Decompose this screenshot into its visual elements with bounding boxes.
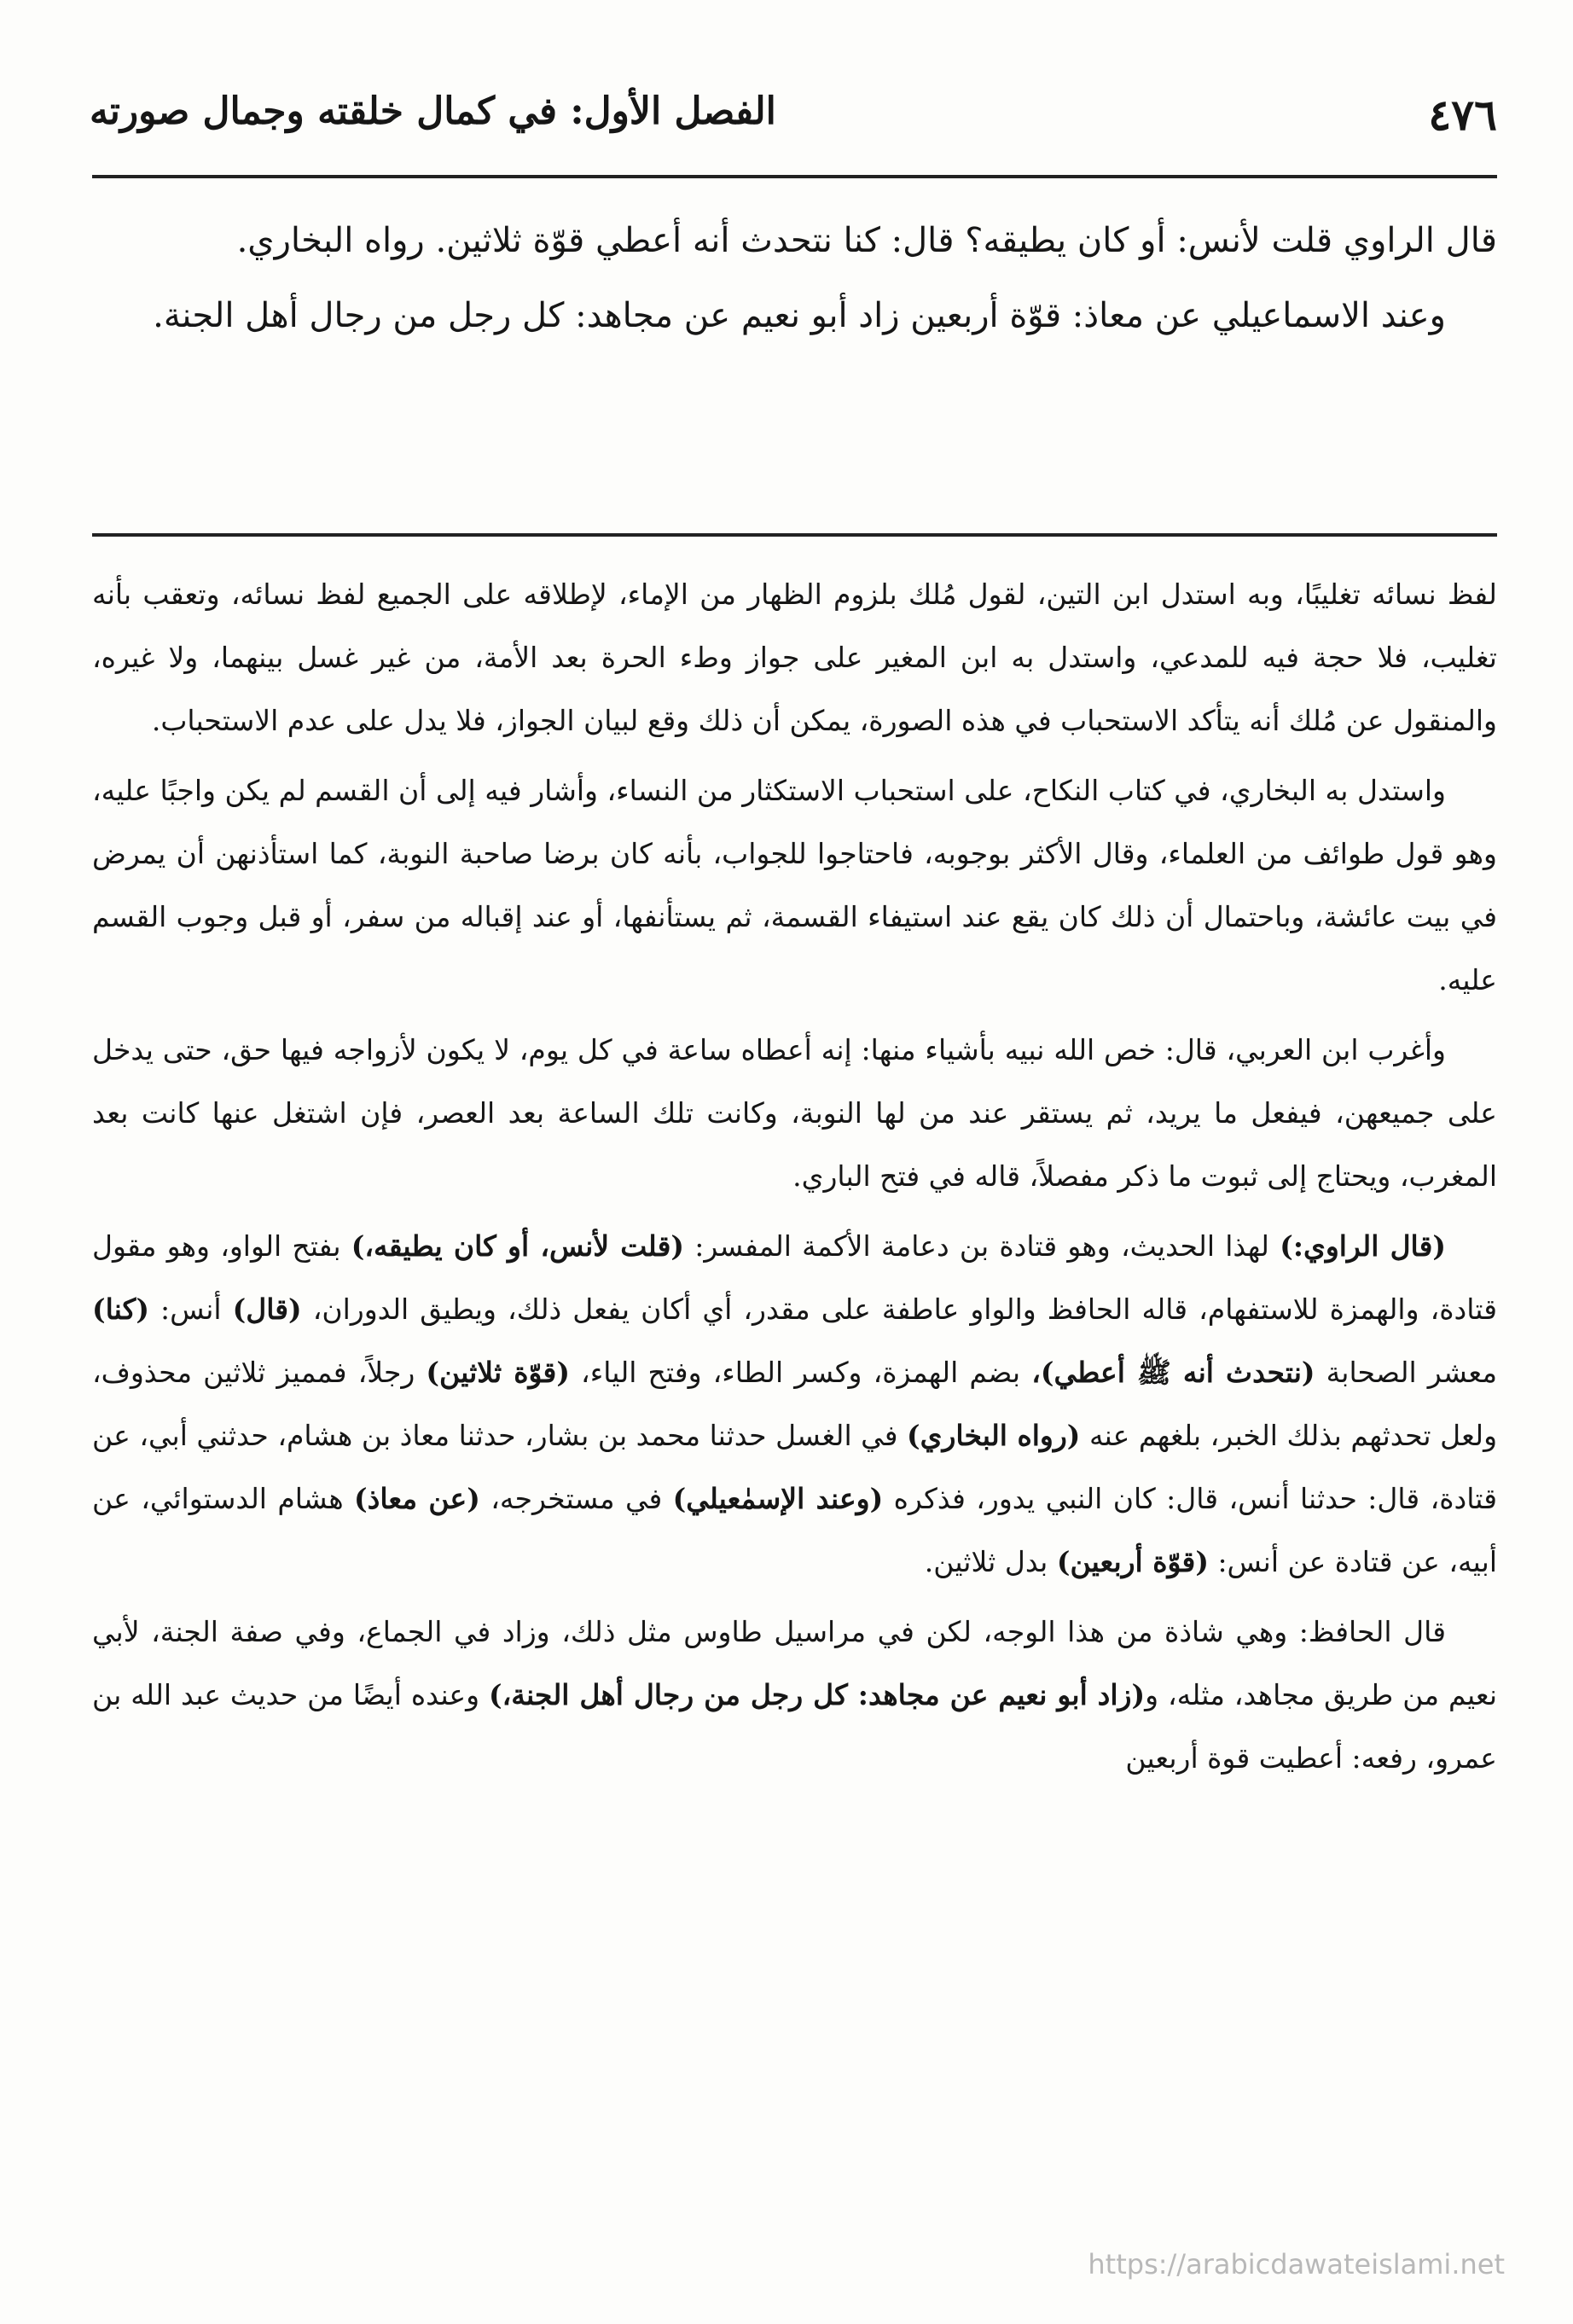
commentary-paragraph: لفظ نسائه تغليبًا، وبه استدل ابن التين، لقول مُلك بلزوم الظهار من الإماء، لإطلاقه على الجميع لفظ نسائه، وتعقب بأنه تغليب، فلا حجة فيه للمدعي، واستدل به ابن المغير على جواز وطء الحرة بعد الأمة، من غير غسل بينهما، ولا غيره، والمنقول عن مُلك أنه يتأكد الاستحباب في هذه الصورة، يمكن أن ذلك وقع لبيان الجواز، فلا يدل على عدم الاستحباب. [92,578,1497,737]
hadith-paragraph: وعند الاسماعيلي عن معاذ: قوّة أربعين زاد أبو نعيم عن مجاهد: كل رجل من رجال أهل الجنة. [153,296,1446,335]
commentary-span: رجلاً، فمميز ثلاثين محذوف، ولعل تحدثهم بذلك الخبر، بلغهم عنه [92,1356,1498,1452]
header-divider [92,175,1497,178]
commentary-span: في مستخرجه، [479,1482,673,1515]
quoted-phrase: (قال) [232,1293,302,1326]
commentary-span: هشام الدستوائي، عن أبيه، عن قتادة عن أنس: [92,1482,1497,1578]
quoted-phrase: (وعند الإسمٰعيلي) [672,1482,884,1515]
commentary-paragraph: وأغرب ابن العربي، قال: خص الله نبيه بأشياء منها: إنه أعطاه ساعة في كل يوم، لا يكون لأزواجه فيها حق، حتى يدخل على جميعهن، فيفعل ما يريد، ثم يستقر عند من لها النوبة، وكانت تلك الساعة بعد العصر، فإن اشتغل عنها كانت بعد المغرب، ويحتاج إلى ثبوت ما ذكر مفصلاً، قاله في فتح الباري. [92,1033,1497,1193]
quoted-phrase: (قال الراوي:) [1280,1229,1446,1263]
hadith-paragraph: قال الراوي قلت لأنس: أو كان يطيقه؟ قال: كنا نتحدث أنه أعطي قوّة ثلاثين. رواه البخاري. [236,221,1497,260]
commentary-span: أنس: [148,1293,233,1326]
commentary-paragraph: واستدل به البخاري، في كتاب النكاح، على استحباب الاستكثار من النساء، وأشار فيه إلى أن القسم لم يكن واجبًا عليه، وهو قول طوائف من العلماء، وقال الأكثر بوجوبه، فاحتاجوا للجواب، بأنه كان برضا صاحبة النوبة، كما استأذنهن أن يمرض في بيت عائشة، وباحتمال أن ذلك كان يقع عند استيفاء القسمة، ثم يستأنفها، أو عند إقباله من سفر، أو قبل وجوب القسم عليه. [92,774,1497,996]
hadith-text [92,203,1497,353]
commentary-paragraph [92,1601,1497,1790]
quoted-phrase: (نتحدث أنه ﷺ أعطي)، [1031,1356,1315,1389]
running-title: الفصل الأول: في كمال خلقته وجمال صورته [90,90,776,133]
quoted-phrase: (كنا) [92,1293,149,1326]
commentary-span: معشر الصحابة [1315,1356,1498,1389]
commentary-text [92,563,1497,1797]
page-number: ٤٧٦ [1428,90,1497,140]
commentary-divider [92,533,1497,537]
quoted-phrase: (قلت لأنس، أو كان يطيقه،) [351,1229,684,1263]
commentary-span: قال الحافظ: وهي شاذة من هذا الوجه، لكن في مراسيل طاوس مثل ذلك، وزاد في الجماع، وفي صفة الجنة، لأبي نعيم من طريق مجاهد، مثله، و [92,1615,1498,1711]
watermark-url: https://arabicdawateislami.net [1088,2248,1505,2280]
quoted-phrase: (رواه البخاري) [907,1419,1081,1452]
commentary-paragraph [92,1215,1497,1594]
commentary-span: في الغسل حدثنا محمد بن بشار، حدثنا معاذ بن هشام، حدثني أبي، عن قتادة، قال: حدثنا أنس، قال: كان النبي يدور، فذكره [92,1419,1497,1515]
commentary-span: بدل ثلاثين. [924,1545,1057,1578]
commentary-span: وعنده أيضًا من حديث عبد الله بن عمرو، رفعه: أعطيت قوة أربعين [92,1678,1497,1775]
quoted-phrase: (زاد أبو نعيم عن مجاهد: كل رجل من رجال أهل الجنة،) [488,1678,1146,1711]
quoted-phrase: (عن معاذ) [354,1482,480,1515]
page-header [90,81,1497,158]
commentary-span: لهذا الحديث، وهو قتادة بن دعامة الأكمة المفسر: [684,1229,1280,1263]
commentary-span: بفتح الواو، وهو مقول قتادة، والهمزة للاستفهام، قاله الحافظ والواو عاطفة على مقدر، أي أكان يفعل ذلك، ويطيق الدوران، [92,1229,1497,1326]
quoted-phrase: (قوّة ثلاثين) [426,1356,570,1389]
quoted-phrase: (قوّة أربعين) [1056,1545,1209,1578]
commentary-span: بضم الهمزة، وكسر الطاء، وفتح الياء، [569,1356,1032,1389]
